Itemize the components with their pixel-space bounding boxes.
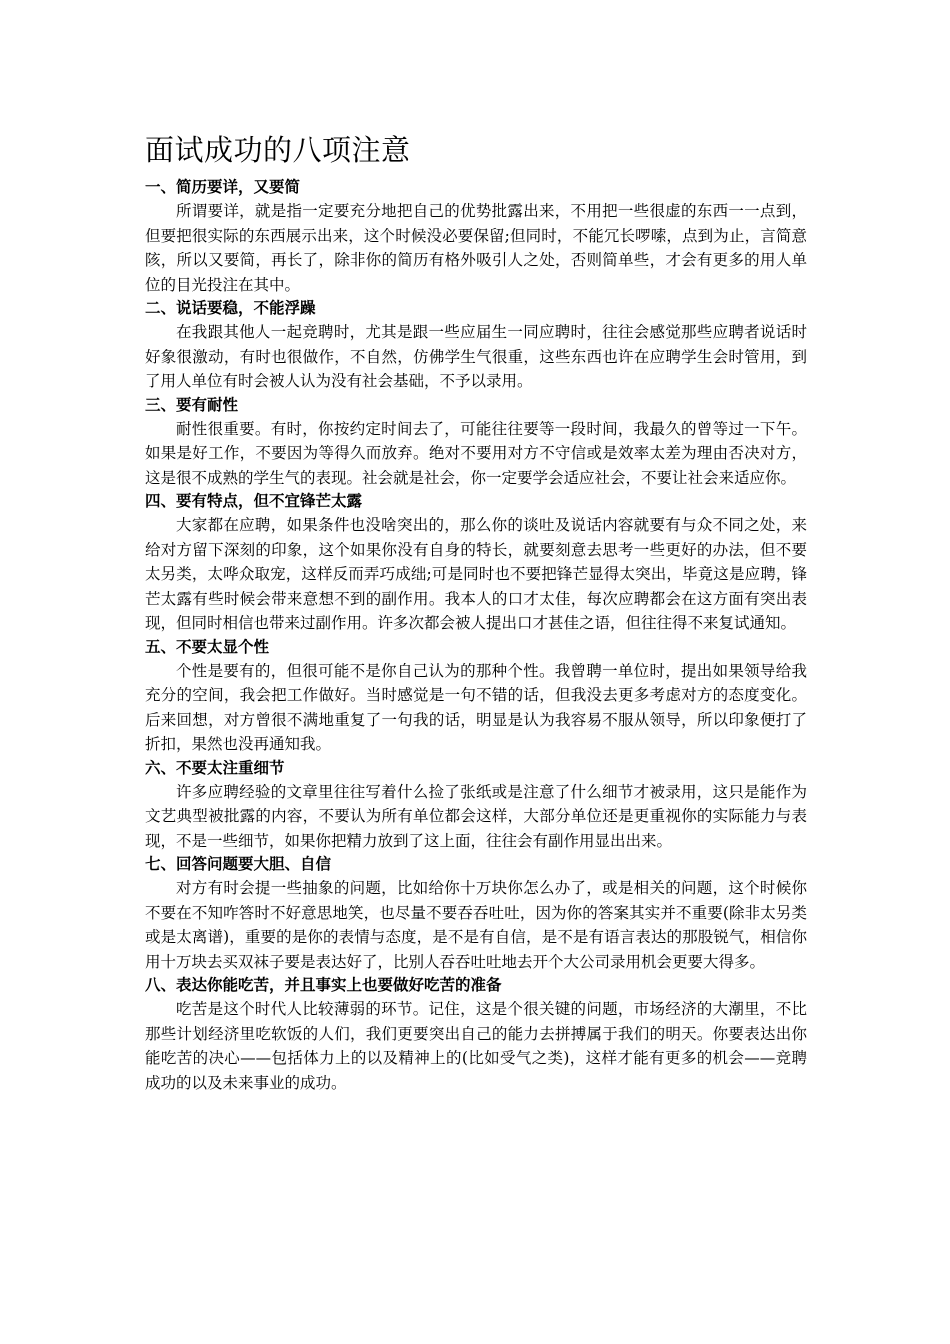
section-paragraph: 所谓要详，就是指一定要充分地把自己的优势批露出来，不用把一些很虚的东西一一点到，但要把很实际的东西展示出来，这个时候没必要保留;但同时，不能冗长啰嗦，点到为止，言简意陔，所以又要简，再长了，除非你的简历有格外吸引人之处，否则简单些，才会有更多的用人单位的目光投注在其中。 [145,202,807,294]
section-8 [145,974,807,1095]
section-heading: 七、回答问题要大胆、自信 [145,855,332,873]
section-heading: 一、简历要详，又要简 [145,178,301,196]
section-paragraph: 耐性很重要。有时，你按约定时间去了，可能往往要等一段时间，我最久的曾等过一下午。如果是好工作，不要因为等得久而放弃。绝对不要用对方不守信或是效率太差为理由否决对方，这是很不成熟的学生气的表现。社会就是社会，你一定要学会适应社会，不要让社会来适应你。 [145,419,807,487]
section-3 [145,394,807,491]
section-1 [145,176,807,297]
section-4 [145,490,807,636]
document-title: 面试成功的八项注意 [145,133,411,167]
section-paragraph: 个性是要有的，但很可能不是你自己认为的那种个性。我曾聘一单位时，提出如果领导给我充分的空间，我会把工作做好。当时感觉是一句不错的话，但我没去更多考虑对方的态度变化。后来回想，对方曾很不满地重复了一句我的话，明显是认为我容易不服从领导，所以印象便打了折扣，果然也没再通知我。 [145,661,807,753]
section-heading: 八、表达你能吃苦，并且事实上也要做好吃苦的准备 [145,976,502,994]
section-7 [145,853,807,974]
section-heading: 二、说话要稳，不能浮躁 [145,299,316,317]
document-page [145,128,807,1095]
section-2 [145,297,807,394]
section-5 [145,636,807,757]
section-paragraph: 在我跟其他人一起竞聘时，尤其是跟一些应届生一同应聘时，往往会感觉那些应聘者说话时好象很激动，有时也很做作，不自然，仿佛学生气很重，这些东西也许在应聘学生会时管用，到了用人单位有时会被人认为没有社会基础，不予以录用。 [145,323,807,390]
section-heading: 六、不要太注重细节 [145,758,285,777]
section-paragraph: 吃苦是这个时代人比较薄弱的环节。记住，这是个很关键的问题，市场经济的大潮里，不比那些计划经济里吃软饭的人们，我们更要突出自己的能力去拼搏属于我们的明天。你要表达出你能吃苦的决心——包括体力上的以及精神上的(比如受气之类)，这样才能有更多的机会——竞聘成功的以及未来事业的成功。 [145,1000,807,1092]
section-6 [145,757,807,854]
section-heading: 五、不要太显个性 [145,637,270,656]
section-heading: 三、要有耐性 [145,395,239,414]
section-paragraph: 对方有时会提一些抽象的问题，比如给你十万块你怎么办了，或是相关的问题，这个时候你不要在不知咋答时不好意思地笑，也尽量不要吞吞吐吐，因为你的答案其实并不重要(除非太另类或是太离谱)，重要的是你的表情与态度，是不是有自信，是不是有语言表达的那股锐气，相信你用十万块去买双袜子要是表达好了，比别人吞吞吐吐地去开个大公司录用机会更要大得多。 [145,879,807,971]
section-paragraph: 大家都在应聘，如果条件也没啥突出的，那么你的谈吐及说话内容就要有与众不同之处，来给对方留下深刻的印象，这个如果你没有自身的特长，就要刻意去思考一些更好的办法，但不要太另类，太哗众取宠，这样反而弄巧成绌;可是同时也不要把锋芒显得太突出，毕竟这是应聘，锋芒太露有些时候会带来意想不到的副作用。我本人的口才太佳，每次应聘都会在这方面有突出表现，但同时相信也带来过副作用。许多次都会被人提出口才甚佳之语，但往往得不来复试通知。 [145,516,807,632]
section-heading: 四、要有特点，但不宜锋芒太露 [145,492,363,510]
section-paragraph: 许多应聘经验的文章里往往写着什么捡了张纸或是注意了什么细节才被录用，这只是能作为文艺典型被批露的内容，不要认为所有单位都会这样，大部分单位还是更重视你的实际能力与表现，不是一些细节，如果你把精力放到了这上面，往往会有副作用显出出来。 [145,782,807,850]
